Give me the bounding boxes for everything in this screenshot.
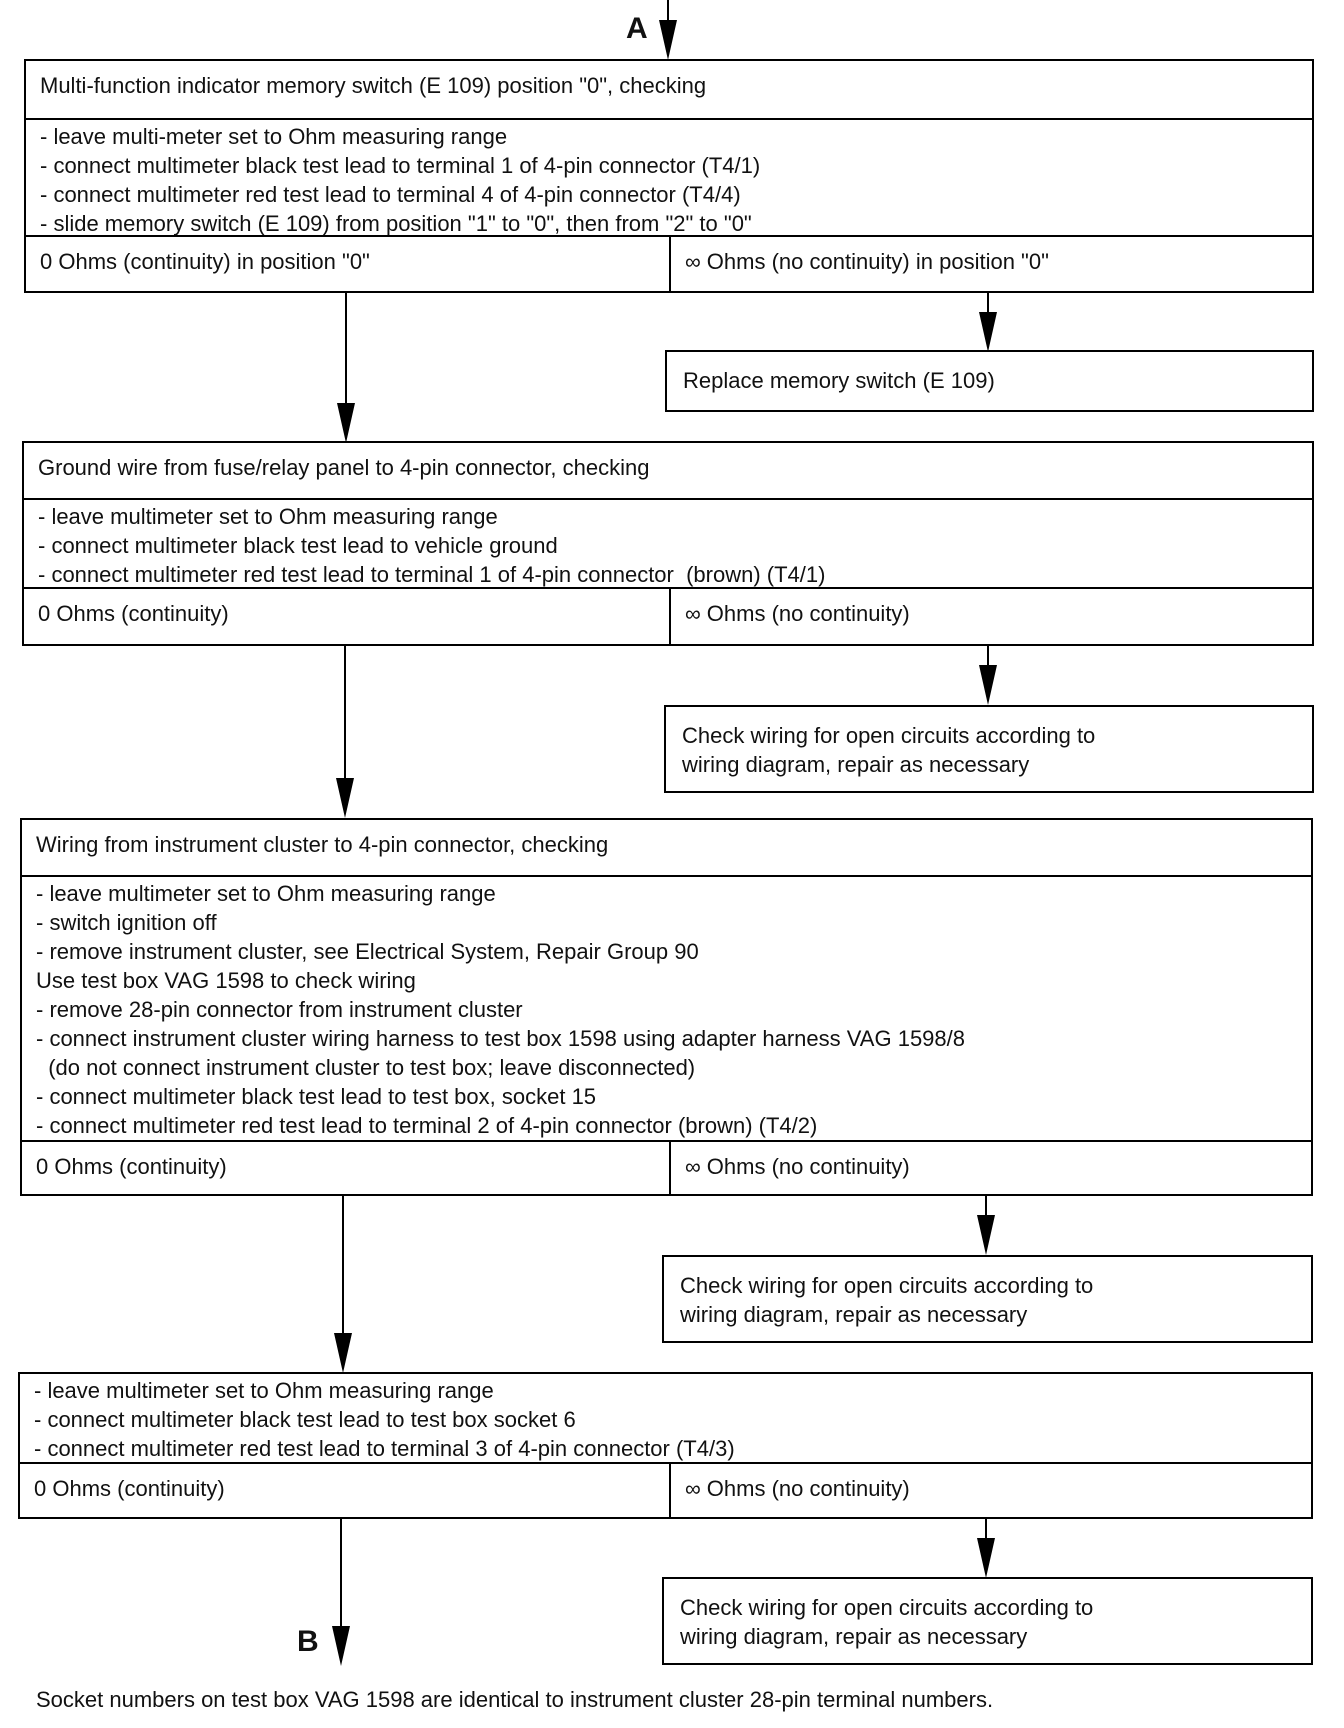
action-check-wiring <box>662 1255 1313 1343</box>
result-no-continuity: ∞ Ohms (no continuity) in position "0" <box>669 237 1312 291</box>
fail-arrow-icon <box>979 665 997 705</box>
step-item: - connect instrument cluster wiring harness to test box 1598 using adapter harness VAG 1598/8 <box>36 1026 965 1051</box>
action-replace-switch <box>665 350 1314 412</box>
step-item: - leave multi-meter set to Ohm measuring range <box>40 124 508 149</box>
step-item: - connect multimeter red test lead to terminal 3 of 4-pin connector (T4/3) <box>34 1436 735 1461</box>
ok-arrow-line <box>344 645 346 780</box>
result-no-continuity: ∞ Ohms (no continuity) <box>669 589 1312 644</box>
footnote: Socket numbers on test box VAG 1598 are identical to instrument cluster 28-pin terminal numbers. <box>36 1687 994 1712</box>
block-results-row <box>22 1140 1311 1194</box>
entry-arrow-icon <box>659 20 677 60</box>
check-block-memory-switch <box>24 59 1314 293</box>
step-item: - slide memory switch (E 109) from position "1" to "0", then from "2" to "0" <box>40 211 752 236</box>
step-item: Use test box VAG 1598 to check wiring <box>36 968 416 993</box>
connector-label-a: A <box>626 12 648 45</box>
check-block-ground-wire <box>22 441 1314 646</box>
action-text-line: Check wiring for open circuits according to <box>680 1273 1094 1298</box>
ok-arrow-icon <box>334 1333 352 1373</box>
ok-arrow-icon <box>336 778 354 818</box>
action-text-line: wiring diagram, repair as necessary <box>680 1302 1028 1327</box>
exit-arrow-line <box>340 1518 342 1628</box>
step-item: - remove instrument cluster, see Electrical System, Repair Group 90 <box>36 939 699 964</box>
action-text-line: wiring diagram, repair as necessary <box>680 1624 1028 1649</box>
step-item: - leave multimeter set to Ohm measuring range <box>34 1378 494 1403</box>
step-item: - connect multimeter red test lead to terminal 4 of 4-pin connector (T4/4) <box>40 182 741 207</box>
check-block-socket-6 <box>18 1372 1313 1519</box>
fail-arrow-icon <box>979 312 997 352</box>
block-title-row <box>24 443 1312 498</box>
result-continuity: 0 Ohms (continuity) in position "0" <box>40 249 370 274</box>
ok-arrow-line <box>342 1195 344 1335</box>
check-block-instrument-cluster-wiring <box>20 818 1313 1196</box>
ok-arrow-icon <box>337 403 355 443</box>
result-no-continuity: ∞ Ohms (no continuity) <box>669 1142 1311 1194</box>
step-item: - leave multimeter set to Ohm measuring range <box>36 881 496 906</box>
block-title-row <box>22 820 1311 875</box>
step-item: - leave multimeter set to Ohm measuring range <box>38 504 498 529</box>
block-results-row <box>26 235 1312 291</box>
block-steps <box>20 1374 1311 1462</box>
block-steps <box>24 498 1312 587</box>
exit-arrow-icon <box>332 1626 350 1666</box>
block-title-row <box>26 61 1312 118</box>
fail-arrow-icon <box>977 1538 995 1578</box>
action-text-line: wiring diagram, repair as necessary <box>682 752 1030 777</box>
action-check-wiring <box>664 705 1314 793</box>
action-text: Replace memory switch (E 109) <box>683 368 995 393</box>
block-results-row <box>20 1462 1311 1517</box>
block-title: Multi-function indicator memory switch (E 109) position "0", checking <box>40 73 707 98</box>
result-continuity: 0 Ohms (continuity) <box>38 601 229 626</box>
action-check-wiring <box>662 1577 1313 1665</box>
action-text-line: Check wiring for open circuits according to <box>682 723 1096 748</box>
block-title: Ground wire from fuse/relay panel to 4-pin connector, checking <box>38 455 650 480</box>
step-item: - remove 28-pin connector from instrument cluster <box>36 997 523 1022</box>
result-continuity: 0 Ohms (continuity) <box>34 1476 225 1501</box>
step-item: - connect multimeter red test lead to terminal 2 of 4-pin connector (brown) (T4/2) <box>36 1113 818 1138</box>
step-item: - connect multimeter black test lead to test box socket 6 <box>34 1407 576 1432</box>
action-text-line: Check wiring for open circuits according to <box>680 1595 1094 1620</box>
block-steps <box>26 118 1312 235</box>
connector-label-b: B <box>297 1625 319 1658</box>
step-item: - switch ignition off <box>36 910 217 935</box>
result-continuity: 0 Ohms (continuity) <box>36 1154 227 1179</box>
step-item: (do not connect instrument cluster to test box; leave disconnected) <box>36 1055 696 1080</box>
entry-arrow-line <box>667 0 669 20</box>
block-steps <box>22 875 1311 1140</box>
step-item: - connect multimeter black test lead to vehicle ground <box>38 533 558 558</box>
fail-arrow-icon <box>977 1215 995 1255</box>
ok-arrow-line <box>345 292 347 404</box>
block-results-row <box>24 587 1312 644</box>
step-item: - connect multimeter black test lead to test box, socket 15 <box>36 1084 597 1109</box>
result-no-continuity: ∞ Ohms (no continuity) <box>669 1464 1311 1517</box>
step-item: - connect multimeter red test lead to terminal 1 of 4-pin connector (brown) (T4/1) <box>38 562 826 587</box>
block-title: Wiring from instrument cluster to 4-pin connector, checking <box>36 832 609 857</box>
step-item: - connect multimeter black test lead to terminal 1 of 4-pin connector (T4/1) <box>40 153 761 178</box>
